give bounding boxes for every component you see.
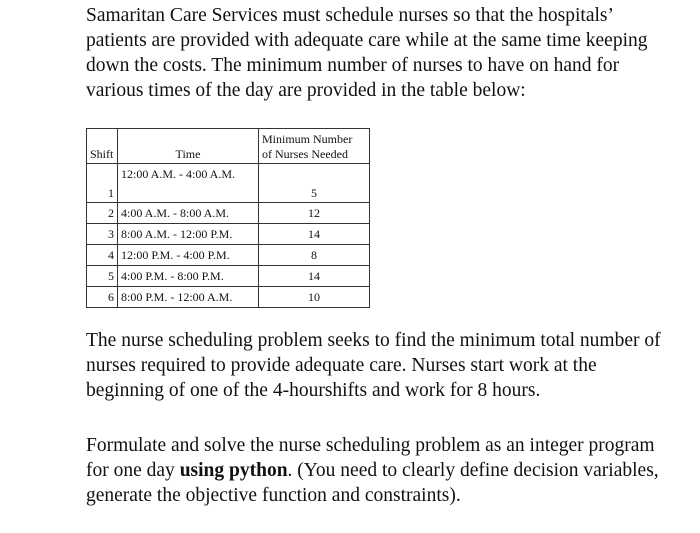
nurses-needed-cell: 14 xyxy=(259,224,370,245)
table-row xyxy=(87,266,370,287)
nurses-needed-cell: 12 xyxy=(259,203,370,224)
nurses-needed-header-line2: of Nurses Needed xyxy=(262,147,348,161)
shift-cell: 3 xyxy=(87,224,118,245)
shift-header: Shift xyxy=(87,129,118,164)
shift-cell: 6 xyxy=(87,287,118,308)
task-paragraph xyxy=(86,433,661,508)
table-row xyxy=(87,245,370,266)
table-header-row xyxy=(87,129,370,164)
intro-paragraph: Samaritan Care Services must schedule nurses so that the hospitals’ patients are provided with adequate care while at the same time keeping down the costs. The minimum number of nurses to have on hand for various times of the day are provided in the table below: xyxy=(86,5,648,101)
nurses-needed-header xyxy=(259,129,370,164)
nurses-needed-cell: 14 xyxy=(259,266,370,287)
shift-cell: 1 xyxy=(87,164,118,203)
table-row xyxy=(87,224,370,245)
nurse-requirements-table xyxy=(86,128,370,308)
table-row xyxy=(87,203,370,224)
closing-paragraph: The nurse scheduling problem seeks to find the minimum total number of nurses required to provide adequate care. Nurses start work at the beginning of one of the 4-hourshifts and work for 8 hours. xyxy=(86,330,661,401)
nurses-needed-cell: 10 xyxy=(259,287,370,308)
task-text-before: Formulate and solve the nurse scheduling problem as an integer program for one day xyxy=(86,435,655,481)
time-cell: 12:00 P.M. - 4:00 P.M. xyxy=(118,245,259,266)
task-text-bold: using python xyxy=(179,460,288,481)
time-header: Time xyxy=(118,129,259,164)
nurses-needed-cell: 8 xyxy=(259,245,370,266)
task-text-after: . (You need to clearly define decision variables, generate the objective function and constraints). xyxy=(86,460,659,506)
time-cell: 12:00 A.M. - 4:00 A.M. xyxy=(118,164,259,203)
time-cell: 8:00 A.M. - 12:00 P.M. xyxy=(118,224,259,245)
table-row xyxy=(87,164,370,203)
time-cell: 4:00 P.M. - 8:00 P.M. xyxy=(118,266,259,287)
nurses-needed-cell: 5 xyxy=(259,164,370,203)
shift-cell: 4 xyxy=(87,245,118,266)
time-cell: 8:00 P.M. - 12:00 A.M. xyxy=(118,287,259,308)
shift-cell: 5 xyxy=(87,266,118,287)
time-cell: 4:00 A.M. - 8:00 A.M. xyxy=(118,203,259,224)
nurses-needed-header-line1: Minimum Number xyxy=(262,132,353,146)
table-row xyxy=(87,287,370,308)
shift-cell: 2 xyxy=(87,203,118,224)
